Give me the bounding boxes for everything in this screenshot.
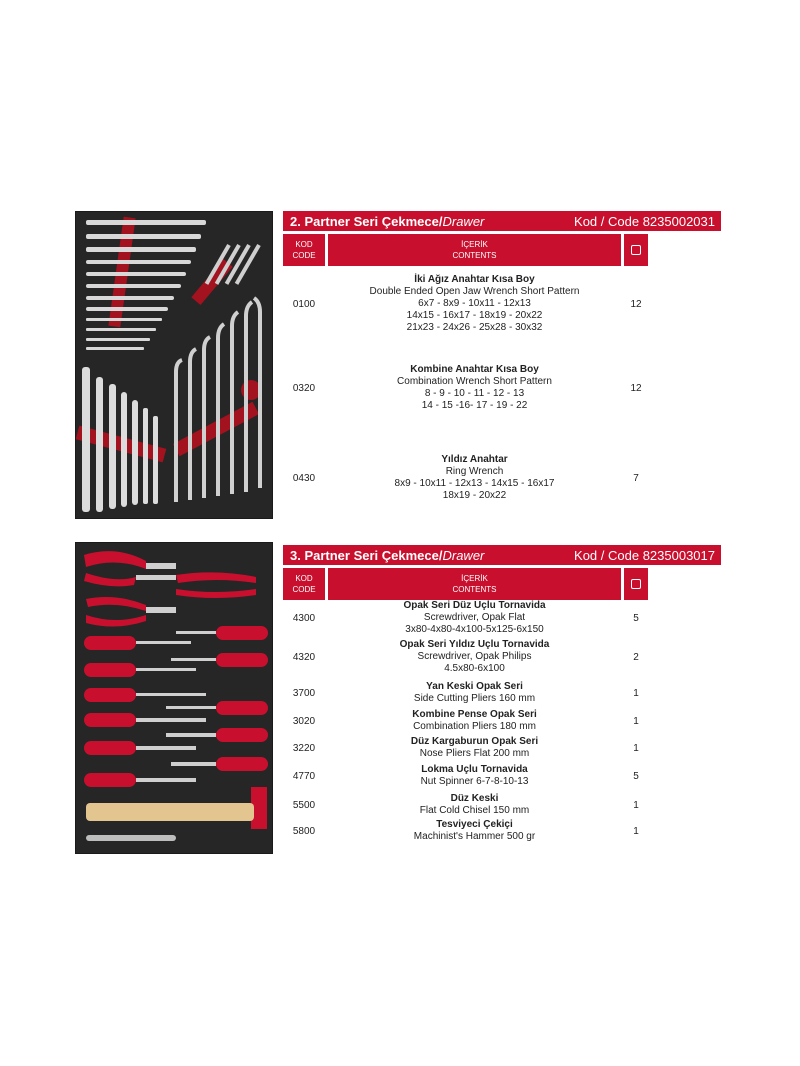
item-description: Tesviyeci Çekiçi Machinist's Hammer 500 gr — [413, 819, 536, 842]
item-quantity: 5 — [633, 770, 639, 782]
table-row — [283, 819, 648, 843]
table-row — [283, 681, 648, 705]
item-code: 4320 — [292, 651, 316, 663]
item-quantity: 1 — [633, 825, 639, 837]
item-quantity: 1 — [633, 742, 639, 754]
table-row — [283, 639, 648, 675]
item-code: 0320 — [292, 382, 316, 394]
item-quantity: 5 — [633, 612, 639, 624]
drawer3-title: 3. Partner Seri Çekmece/Drawer — [290, 547, 485, 563]
wrench-set-illustration — [76, 212, 272, 518]
table-row — [283, 600, 648, 636]
table-row — [283, 736, 648, 760]
item-quantity: 2 — [633, 651, 639, 663]
item-quantity: 1 — [633, 799, 639, 811]
table-row — [283, 454, 648, 502]
table-row — [283, 764, 648, 788]
drawer2-title-band — [283, 211, 721, 231]
item-code: 3020 — [292, 715, 316, 727]
table-row — [283, 709, 648, 733]
quantity-column-header — [624, 568, 648, 600]
table-row — [283, 793, 648, 817]
screwdriver-pliers-illustration — [76, 543, 272, 853]
contents-column-header: İÇERİK CONTENTS — [328, 568, 621, 600]
drawer3-photo — [75, 542, 273, 854]
quantity-column-header — [624, 234, 648, 266]
item-description: Opak Seri Yıldız Uçlu Tornavida Screwdriver, Opak Philips 4.5x80-6x100 — [399, 639, 550, 674]
code-column-header: KOD CODE — [283, 234, 325, 266]
drawer3-table-header — [283, 568, 648, 600]
item-quantity: 1 — [633, 715, 639, 727]
item-description: Lokma Uçlu Tornavida Nut Spinner 6-7-8-10-13 — [420, 764, 529, 787]
drawer3-title-band — [283, 545, 721, 565]
drawer2-table-header — [283, 234, 648, 266]
contents-column-header: İÇERİK CONTENTS — [328, 234, 621, 266]
item-description: Yıldız Anahtar Ring Wrench 8x9 - 10x11 - 12x13 - 14x15 - 16x17 18x19 - 20x22 — [394, 454, 555, 501]
item-code: 4770 — [292, 770, 316, 782]
item-quantity: 12 — [630, 298, 642, 310]
item-code: 3220 — [292, 742, 316, 754]
item-code: 3700 — [292, 687, 316, 699]
item-quantity: 7 — [633, 472, 639, 484]
drawer2-title: 2. Partner Seri Çekmece/Drawer — [290, 213, 485, 229]
item-description: Opak Seri Düz Uçlu Tornavida Screwdriver, Opak Flat 3x80-4x80-4x100-5x125-6x150 — [403, 600, 546, 635]
item-code: 5500 — [292, 799, 316, 811]
item-quantity: 12 — [630, 382, 642, 394]
quantity-box-icon — [631, 579, 641, 589]
table-row — [283, 274, 648, 334]
item-description: Yan Keski Opak Seri Side Cutting Pliers 160 mm — [413, 681, 536, 704]
code-column-header: KOD CODE — [283, 568, 325, 600]
item-description: Kombine Pense Opak Seri Combination Pliers 180 mm — [412, 709, 537, 732]
item-code: 5800 — [292, 825, 316, 837]
drawer3-code: Kod / Code 8235003017 — [574, 547, 715, 563]
item-description: İki Ağız Anahtar Kısa Boy Double Ended Open Jaw Wrench Short Pattern 6x7 - 8x9 - 10x11 - 12x13 14x15 - 16x17 - 18x19 - 20x22 21x23 - 24x26 - 25x28 - 30x32 — [369, 274, 580, 333]
drawer2-code: Kod / Code 8235002031 — [574, 213, 715, 229]
drawer2-photo — [75, 211, 273, 519]
item-code: 4300 — [292, 612, 316, 624]
quantity-box-icon — [631, 245, 641, 255]
item-quantity: 1 — [633, 687, 639, 699]
item-description: Düz Kargaburun Opak Seri Nose Pliers Flat 200 mm — [410, 736, 539, 759]
item-description: Düz Keski Flat Cold Chisel 150 mm — [419, 793, 530, 816]
table-row — [283, 364, 648, 412]
item-code: 0100 — [292, 298, 316, 310]
item-description: Kombine Anahtar Kısa Boy Combination Wrench Short Pattern 8 - 9 - 10 - 11 - 12 - 13 14 - 15 -16- 17 - 19 - 22 — [397, 364, 552, 411]
item-code: 0430 — [292, 472, 316, 484]
